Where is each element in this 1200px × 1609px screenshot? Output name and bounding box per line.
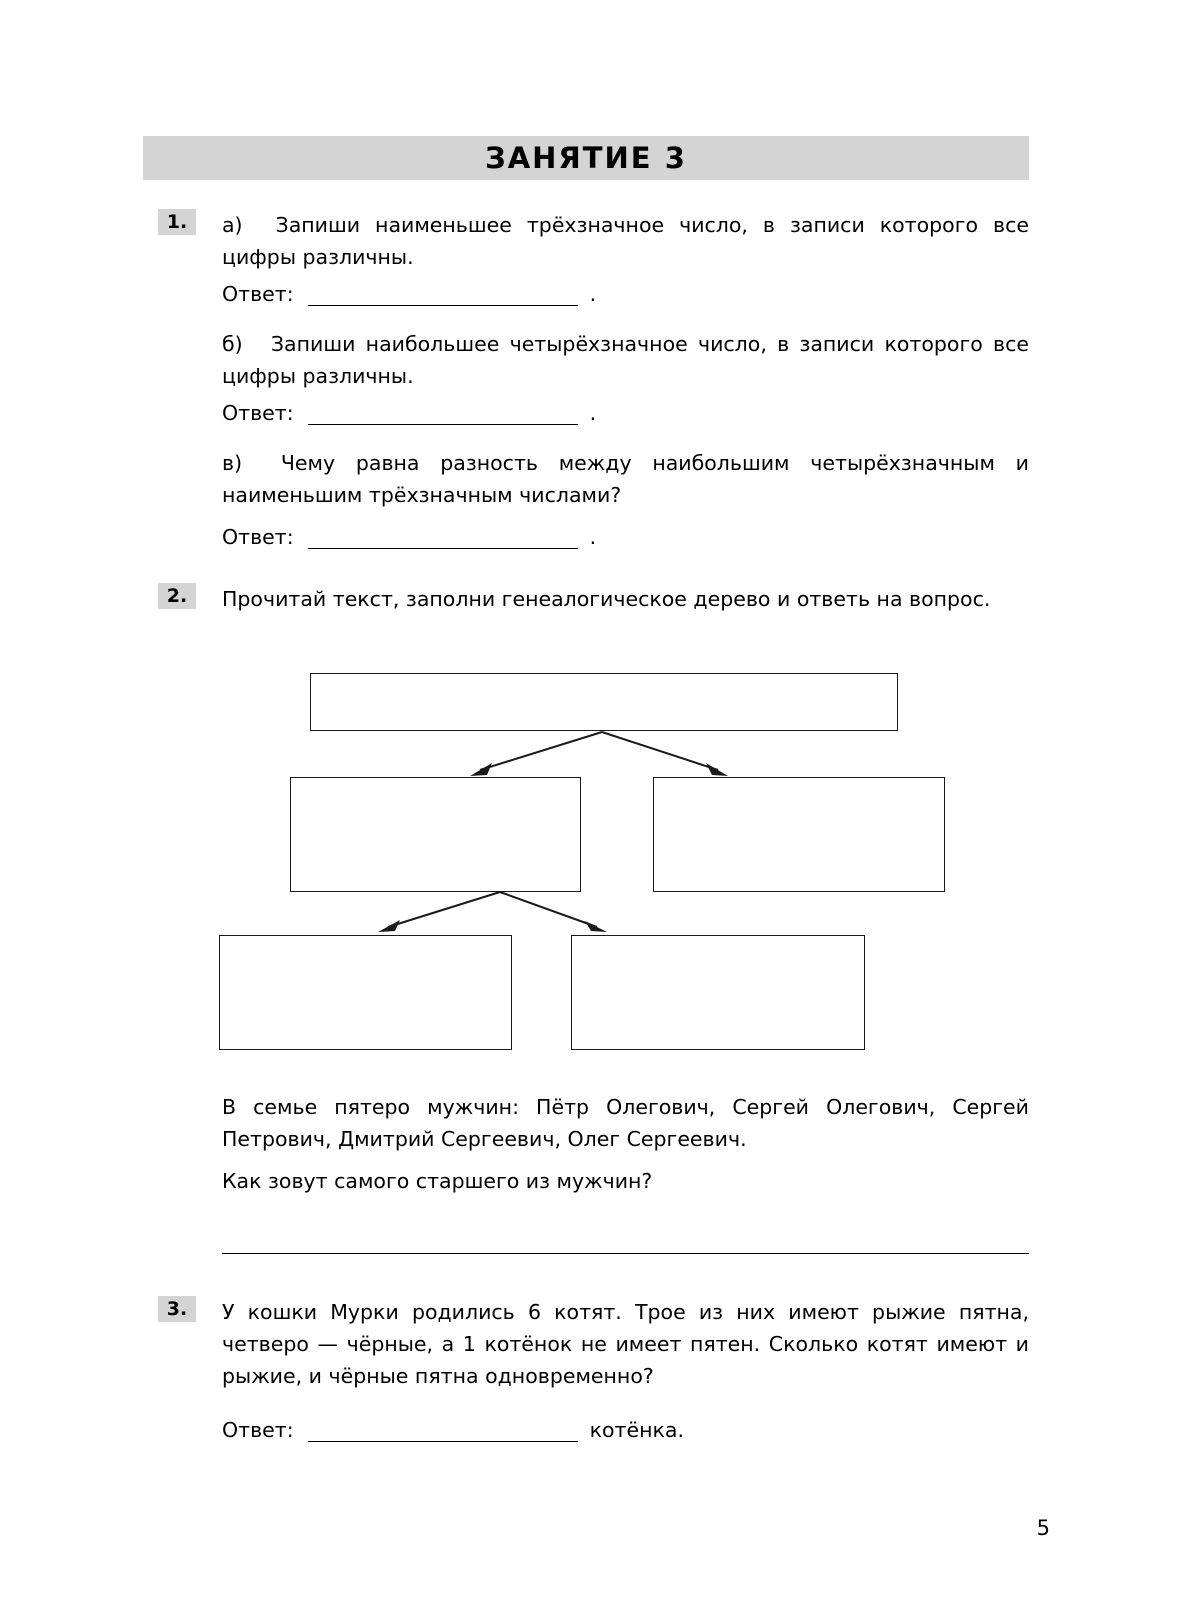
task1-part-a-label: а): [222, 213, 243, 237]
task3-answer[interactable]: [222, 1418, 684, 1442]
task-number-3: 3.: [158, 1296, 196, 1322]
task1-part-c-text: Чему равна разность между наибольшим четырёхзначным и наименьшим трёхзначным числами?: [222, 451, 1029, 507]
task2-paragraph: В семье пятеро мужчин: Пётр Олегович, Сергей Олегович, Сергей Петрович, Дмитрий Сергеевич, Олег Сергеевич.: [222, 1095, 1029, 1151]
answer-label: Ответ:: [222, 401, 294, 425]
task1-part-a-text: Запиши наименьшее трёхзначное число, в записи которого все цифры различны.: [222, 213, 1029, 269]
page-title: ЗАНЯТИЕ 3: [485, 141, 687, 175]
answer-label: Ответ:: [222, 1418, 294, 1442]
task2-question: Как зовут самого старшего из мужчин?: [222, 1169, 653, 1193]
tree-box-child-right[interactable]: [653, 777, 945, 892]
tree-box-grandchild-right[interactable]: [571, 935, 865, 1050]
tree-box-grandchild-left[interactable]: [219, 935, 512, 1050]
answer-tail: .: [589, 401, 597, 425]
page-number: 5: [1036, 1516, 1050, 1540]
task3-text: У кошки Мурки родились 6 котят. Трое из них имеют рыжие пятна, четверо — чёрные, а 1 котёнок не имеет пятен. Сколько котят имеют и рыжие, и чёрные пятна одновременно?: [222, 1300, 1029, 1388]
answer-label: Ответ:: [222, 525, 294, 549]
answer-blank-line[interactable]: [308, 404, 578, 425]
task-number-1: 1.: [158, 209, 196, 235]
answer-tail: .: [589, 525, 597, 549]
section-divider: [222, 1253, 1029, 1254]
task1-part-b-label: б): [222, 332, 243, 356]
task1-part-b: [222, 328, 1029, 392]
task1-answer-c[interactable]: [222, 525, 596, 549]
task-number-2: 2.: [158, 583, 196, 609]
answer-tail: котёнка.: [589, 1418, 684, 1442]
answer-blank-line[interactable]: [308, 1421, 578, 1442]
answer-label: Ответ:: [222, 282, 294, 306]
answer-tail: .: [589, 282, 597, 306]
tree-box-child-left[interactable]: [290, 777, 581, 892]
task1-answer-b[interactable]: [222, 401, 596, 425]
answer-blank-line[interactable]: [308, 528, 578, 549]
task1-part-c: [222, 447, 1029, 511]
tree-box-root[interactable]: [310, 673, 898, 731]
task1-answer-a[interactable]: [222, 282, 596, 306]
page-header-band: [143, 136, 1029, 180]
answer-blank-line[interactable]: [308, 285, 578, 306]
task1-part-b-text: Запиши наибольшее четырёхзначное число, в записи которого все цифры различны.: [222, 332, 1029, 388]
task2-instruction: Прочитай текст, заполни генеалогическое дерево и ответь на вопрос.: [222, 587, 991, 611]
task1-part-a: [222, 209, 1029, 273]
task1-part-c-label: в): [222, 451, 243, 475]
